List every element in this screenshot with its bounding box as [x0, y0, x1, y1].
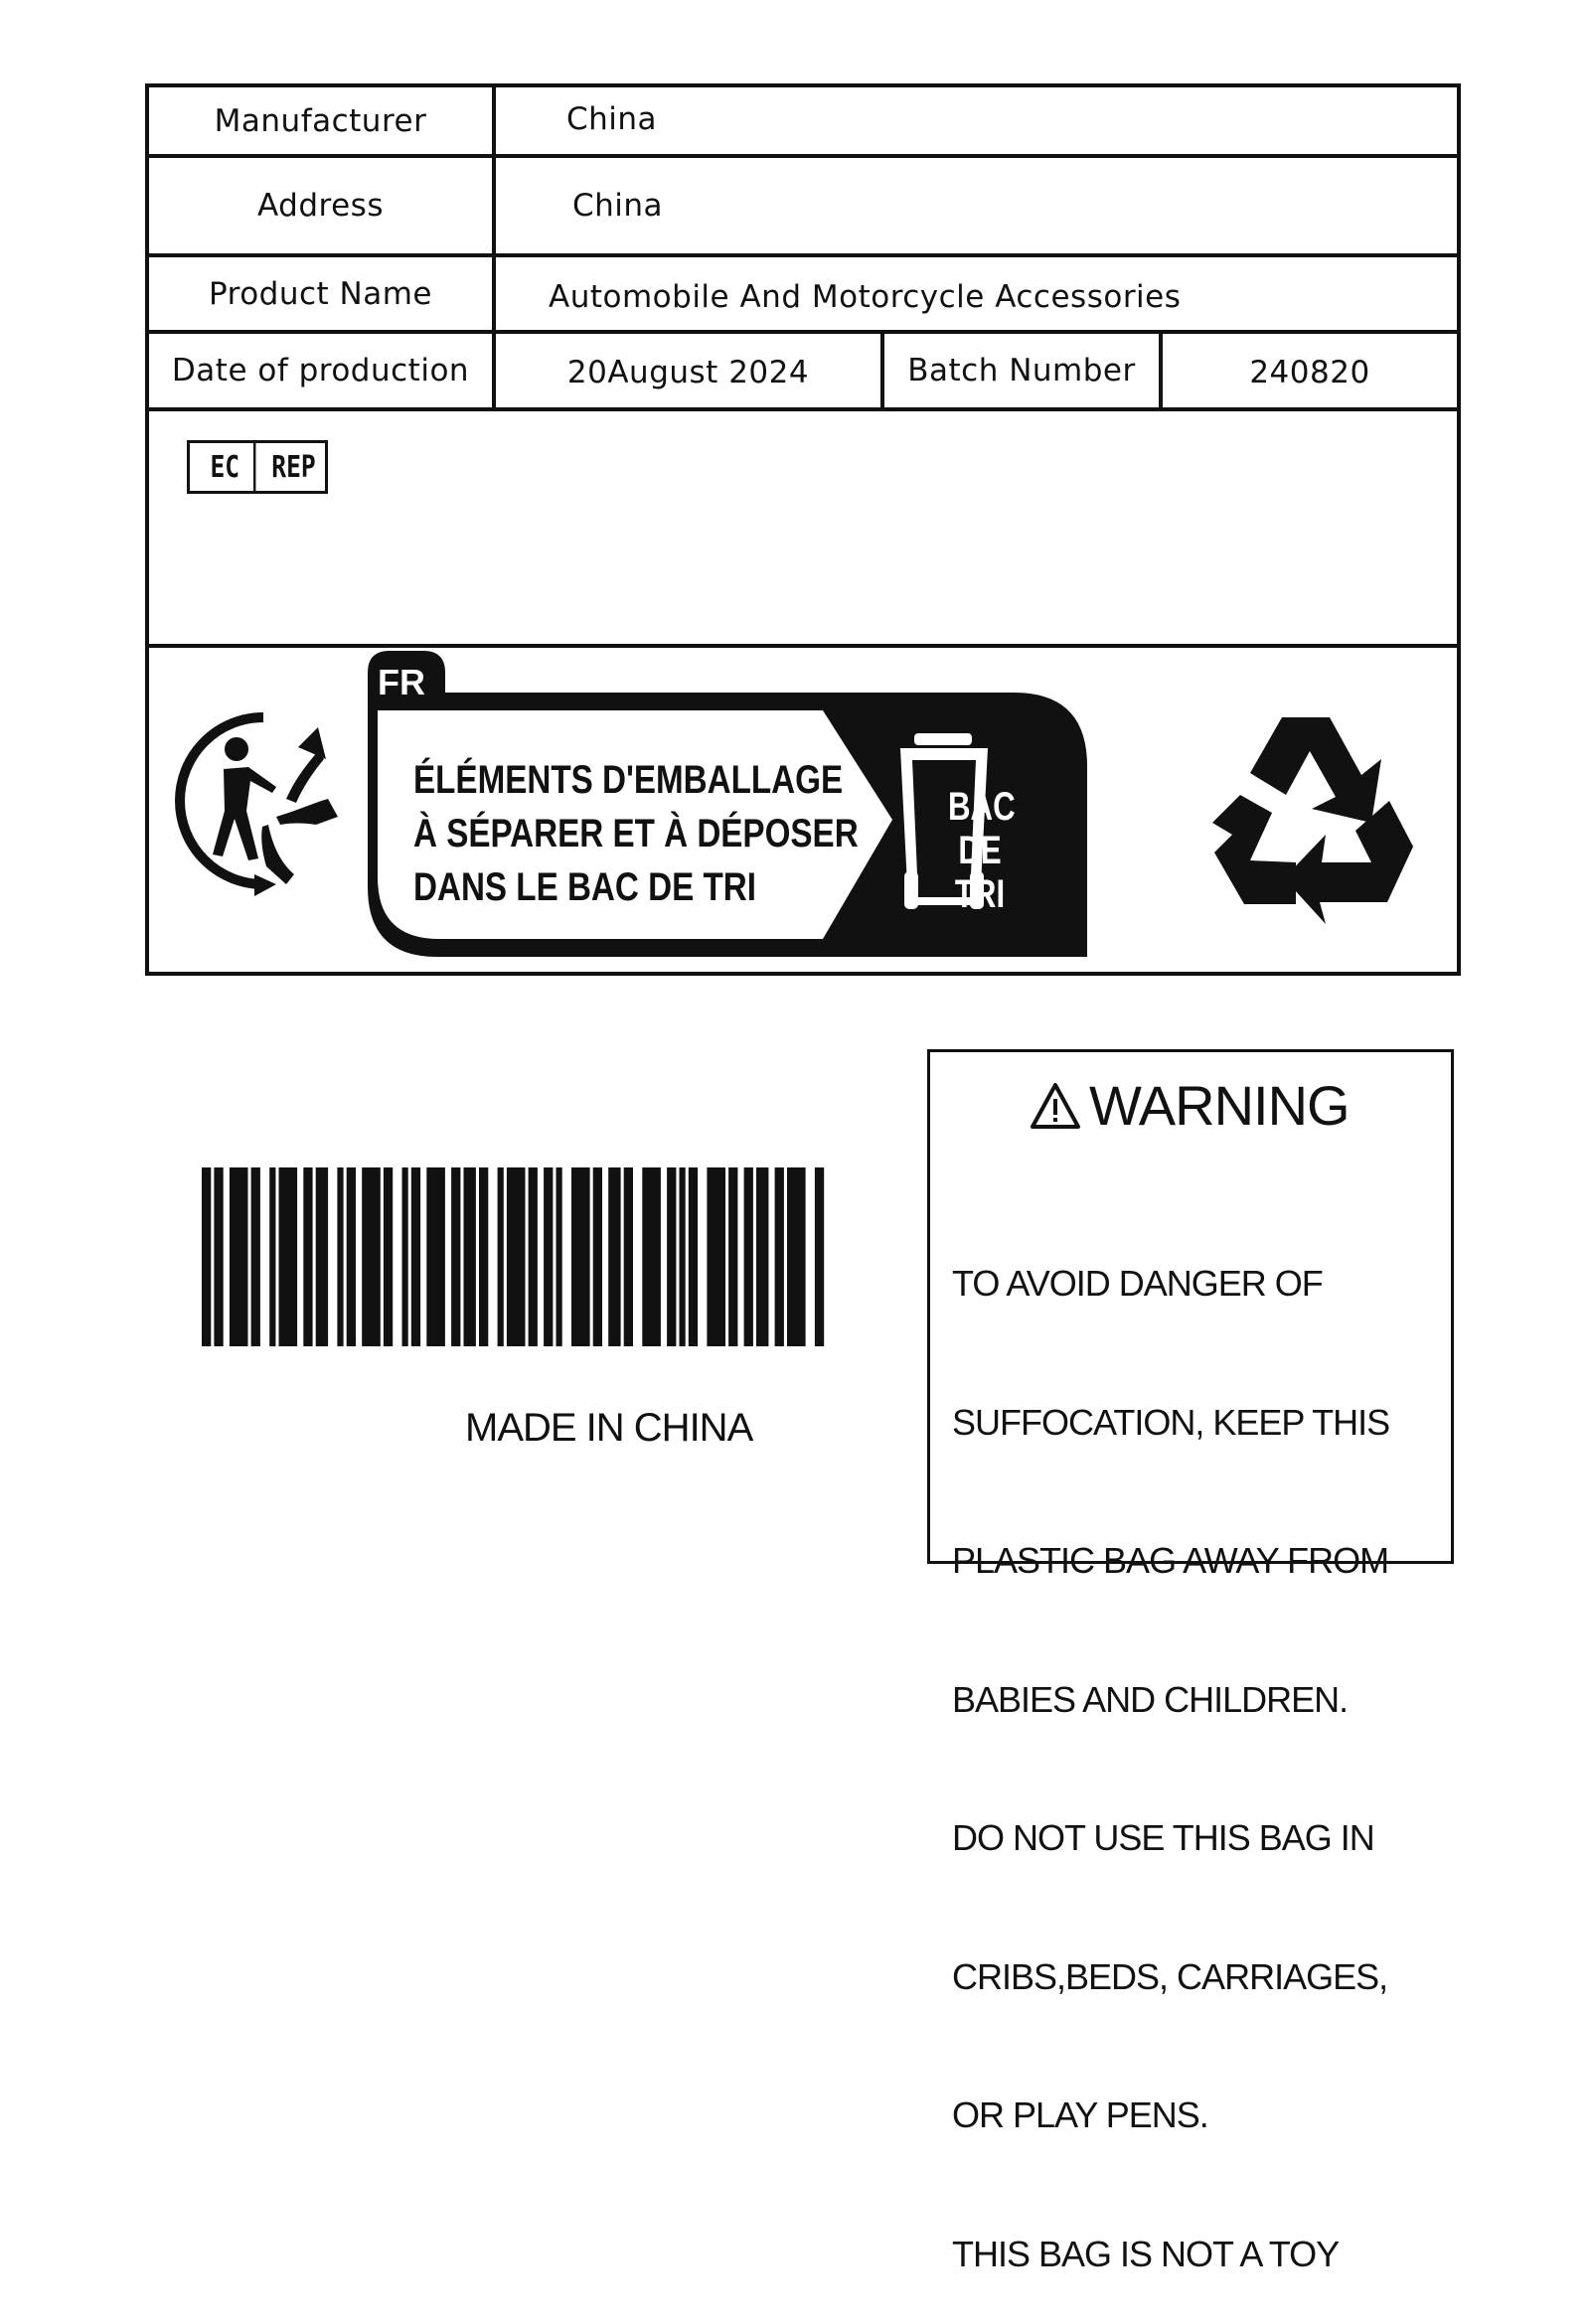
barcode-bar	[303, 1167, 312, 1346]
barcode-bar	[347, 1167, 356, 1346]
batch-label: Batch Number	[907, 353, 1136, 388]
warning-line-4: BABIES AND CHILDREN.	[952, 1678, 1349, 1720]
barcode-bar	[214, 1167, 223, 1346]
batch-value: 240820	[1249, 355, 1370, 390]
barcode-bar	[624, 1167, 633, 1346]
barcode-bar	[251, 1167, 260, 1346]
made-in-text: MADE IN CHINA	[465, 1406, 753, 1450]
barcode-bar	[571, 1167, 590, 1346]
barcode-bar	[498, 1167, 504, 1346]
address-label: Address	[257, 188, 384, 224]
barcode-bar	[608, 1167, 620, 1346]
barcode-bar	[337, 1167, 343, 1346]
recycling-bin-icon	[948, 785, 1016, 916]
product-name-label: Product Name	[208, 275, 432, 312]
ec-rep-mark	[187, 440, 328, 494]
barcode-bar	[479, 1167, 488, 1346]
barcode	[202, 1167, 828, 1346]
fr-badge: FR	[378, 662, 425, 702]
bin-line-1: BAC	[948, 785, 1016, 829]
barcode-bar	[756, 1167, 768, 1346]
barcode-bar	[815, 1167, 824, 1346]
barcode-bar	[529, 1167, 538, 1346]
warning-line-6: CRIBS,BEDS, CARRIAGES,	[952, 1955, 1388, 1997]
barcode-bar	[426, 1167, 445, 1346]
manufacturer-value: China	[566, 100, 658, 137]
barcode-bar	[402, 1167, 408, 1346]
barcode-bar	[269, 1167, 275, 1346]
barcode-bar	[593, 1167, 602, 1346]
barcode-bar	[642, 1167, 661, 1346]
barcode-bar	[316, 1167, 328, 1346]
barcode-bar	[707, 1167, 725, 1346]
barcode-bar	[689, 1167, 698, 1346]
bin-line-3: TRI	[954, 872, 1006, 916]
barcode-bar	[680, 1167, 686, 1346]
warning-triangle-icon	[1030, 1082, 1081, 1130]
barcode-bar	[667, 1167, 676, 1346]
address-value: China	[572, 188, 664, 224]
triman-message	[413, 753, 859, 914]
ec-text: EC	[197, 443, 256, 491]
date-label: Date of production	[171, 353, 470, 388]
warning-line-5: DO NOT USE THIS BAG IN	[952, 1817, 1374, 1858]
barcode-bar	[728, 1167, 737, 1346]
barcode-bar	[464, 1167, 476, 1346]
barcode-bar	[775, 1167, 784, 1346]
triman-line-3: DANS LE BAC DE TRI	[413, 865, 756, 909]
barcode-bar	[279, 1167, 298, 1346]
warning-title: WARNING	[1089, 1074, 1350, 1137]
product-name-value: Automobile And Motorcycle Accessories	[549, 278, 1182, 315]
warning-line-8: THIS BAG IS NOT A TOY	[952, 2233, 1340, 2274]
barcode-bar	[544, 1167, 553, 1346]
warning-line-2: SUFFOCATION, KEEP THIS	[952, 1401, 1390, 1443]
barcode-bar	[384, 1167, 393, 1346]
barcode-bar	[202, 1167, 211, 1346]
warning-line-1: TO AVOID DANGER OF	[952, 1263, 1323, 1304]
barcode-bar	[362, 1167, 381, 1346]
rep-text: REP	[271, 449, 316, 485]
triman-line-1: ÉLÉMENTS D'EMBALLAGE	[413, 758, 844, 802]
barcode-bar	[507, 1167, 526, 1346]
warning-line-3: PLASTIC BAG AWAY FROM	[952, 1540, 1389, 1581]
warning-heading	[1030, 1073, 1350, 1138]
barcode-bar	[230, 1167, 248, 1346]
bin-line-2: DE	[958, 829, 1002, 872]
barcode-bar	[744, 1167, 753, 1346]
date-value: 20August 2024	[566, 355, 810, 390]
recycle-icon	[1210, 713, 1419, 932]
warning-text	[952, 1168, 1389, 2324]
warning-line-7: OR PLAY PENS.	[952, 2094, 1208, 2135]
barcode-bar	[411, 1167, 420, 1346]
manufacturer-label: Manufacturer	[214, 102, 427, 139]
tidyman-icon	[169, 707, 348, 906]
barcode-bar	[787, 1167, 806, 1346]
triman-line-2: À SÉPARER ET À DÉPOSER	[413, 812, 859, 855]
barcode-bar	[556, 1167, 562, 1346]
barcode-bar	[451, 1167, 460, 1346]
